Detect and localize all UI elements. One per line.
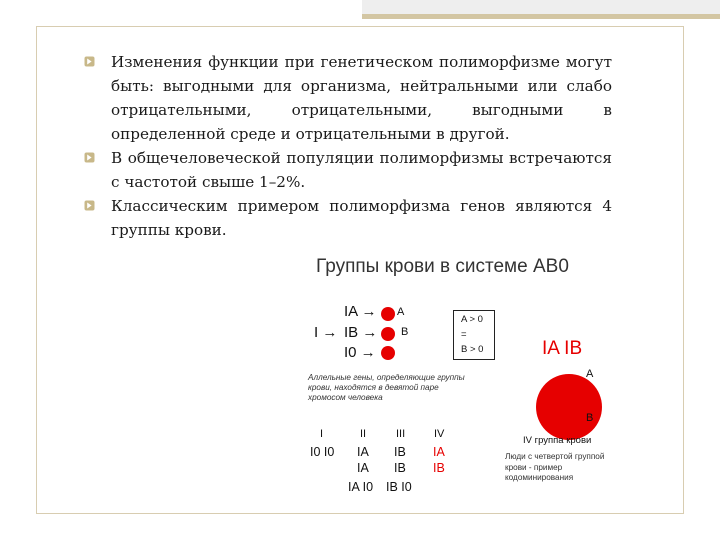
- gene-prefix: I →: [314, 324, 338, 341]
- arrow-bullet-icon: [84, 56, 95, 67]
- group-header-2: II: [360, 428, 367, 440]
- blood-group-diagram: [300, 256, 620, 500]
- genotype-g3-1: IB: [394, 445, 406, 459]
- gene-ib: IB →: [344, 324, 378, 341]
- dominance-b: B > 0: [461, 344, 484, 355]
- genotype-g4-1: IA: [433, 445, 445, 459]
- gene-i0: I0 →: [344, 344, 376, 361]
- circle-label-a: A: [586, 368, 594, 380]
- bullet-list: [84, 50, 612, 242]
- group-header-3: III: [396, 428, 406, 440]
- genotype-i0i0: I0 I0: [310, 445, 335, 459]
- bullet-text: В общечеловеческой популяции полиморфизмы встречаются с частотой свыше 1–2%.: [111, 149, 612, 191]
- dot-label-a: A: [397, 306, 405, 318]
- genotype-g2-3: IA I0: [348, 480, 374, 494]
- dominance-eq: =: [461, 329, 467, 340]
- group4-caption: IV группа крови: [523, 435, 592, 446]
- dot-label-b: B: [401, 326, 409, 338]
- diagram-title: Группы крови в системе АВ0: [316, 256, 569, 277]
- bullet-item: [84, 146, 612, 194]
- accent-bar: [362, 0, 720, 14]
- allele-dot-a: [381, 307, 395, 321]
- allele-dot-0: [381, 346, 395, 360]
- group-header-1: I: [320, 428, 324, 440]
- accent-line: [362, 14, 720, 19]
- genotype-g2-1: IA: [357, 445, 369, 459]
- arrow-bullet-icon: [84, 200, 95, 211]
- dominance-a: A > 0: [461, 314, 483, 325]
- gene-ia: IA →: [344, 303, 377, 320]
- genotype-g4-2: IB: [433, 461, 445, 475]
- circle-label-b: B: [586, 412, 594, 424]
- arrow-bullet-icon: [84, 152, 95, 163]
- bullet-item: [84, 194, 612, 242]
- bullet-text: Классическим примером полиморфизма генов являются 4 группы крови.: [111, 197, 612, 239]
- bullet-item: [84, 50, 612, 146]
- bullet-text: Изменения функции при генетическом полиморфизме могут быть: выгодными для организма, нейтральными или слабо отрицательными, отрицательными, выгодными в определенной среде и отрицательными в другой.: [111, 53, 612, 143]
- ab-label: IA IB: [542, 338, 583, 359]
- allele-note: Аллельные гены, определяющие группы крови, находятся в девятой паре хромосом человека: [308, 373, 465, 402]
- group4-note: Люди с четвертой группой крови - пример кодоминирования: [505, 452, 605, 482]
- genotype-g3-2: IB: [394, 461, 406, 475]
- group-header-4: IV: [434, 428, 445, 440]
- allele-dot-b: [381, 327, 395, 341]
- genotype-g2-2: IA: [357, 461, 369, 475]
- genotype-g3-3: IB I0: [386, 480, 412, 494]
- group4-circle: [536, 374, 602, 440]
